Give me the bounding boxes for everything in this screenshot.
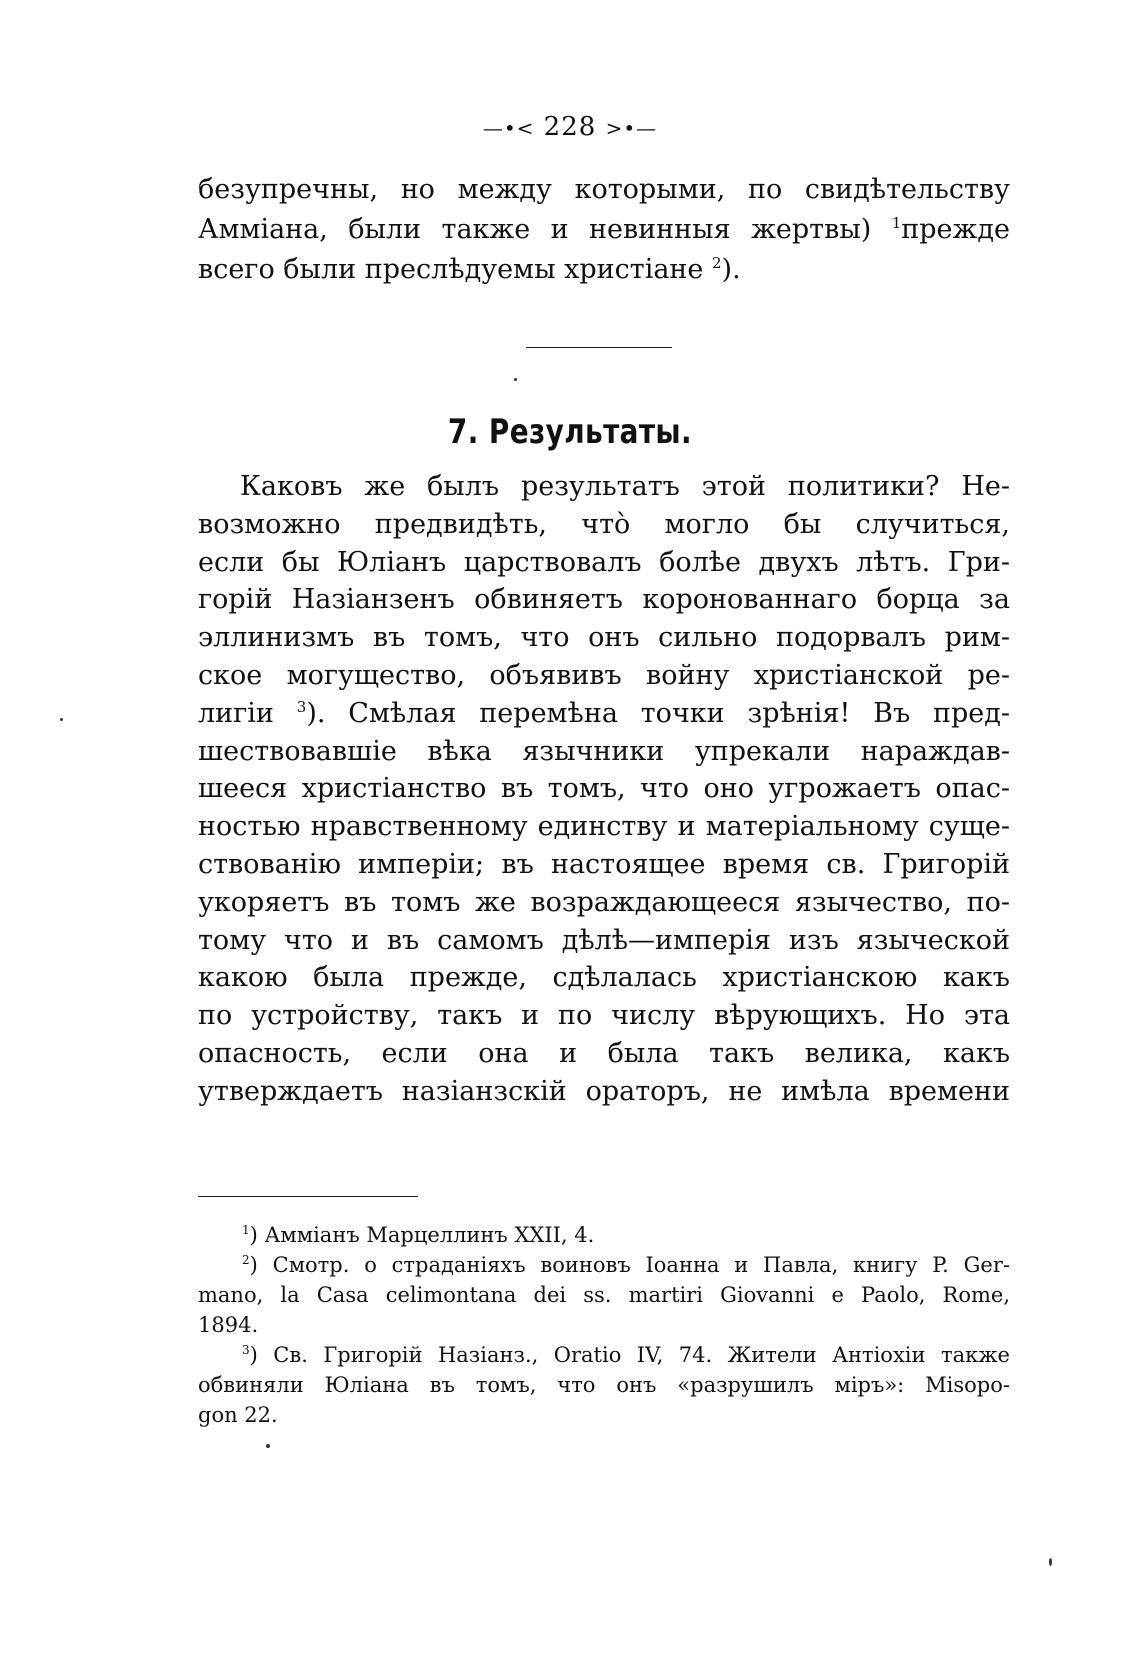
body-line: Каковъ же былъ результатъ этой политики? Не- <box>240 471 1010 502</box>
body-line: ностью нравственному единству и матеріальному суще- <box>198 811 1010 843</box>
page-number-value: 228 <box>543 112 597 142</box>
footnote-text: ) Амміанъ Марцеллинъ XXII, 4. <box>249 1223 595 1247</box>
footnote-ref: 1 <box>891 214 902 232</box>
section-heading: 7. Результаты. <box>447 412 693 452</box>
footnote-ref: 2 <box>712 254 722 272</box>
intro-paragraph <box>198 170 1010 290</box>
footnote-ref: 3 <box>296 697 307 716</box>
scan-speck <box>266 1444 270 1448</box>
footnote-divider <box>198 1196 418 1197</box>
body-line: ское могущество, объявивъ войну христіанской ре- <box>198 659 1010 691</box>
intro-line-text: всего были преслѣдуемы христіане <box>198 254 704 285</box>
footnote-text: ) Св. Григорій Назіанз., Oratio IV, 74. Жители Антіохіи также <box>249 1343 1010 1367</box>
page-number <box>0 112 1140 142</box>
intro-line-tail: прежде <box>901 214 1010 245</box>
body-line-text: лигіи <box>198 697 274 729</box>
intro-line <box>198 250 1010 290</box>
body-line: горій Назіанзенъ обвиняетъ коронованнаго борца за <box>198 584 1010 616</box>
body-line-tail: ). Смѣлая перемѣна точки зрѣнія! Въ пред- <box>306 697 1010 729</box>
intro-line <box>198 210 1010 250</box>
body-line: шествовавшіе вѣка язычники упрекали нараждав- <box>198 735 1010 767</box>
footnote-text: ) Смотр. о страданіяхъ воиновъ Іоанна и Павла, книгу P. Ger- <box>249 1253 1010 1277</box>
body-line: тому что и въ самомъ дѣлѣ—имперія изъ языческой <box>198 924 1010 956</box>
body-line: если бы Юліанъ царствовалъ болѣе двухъ лѣтъ. Гри- <box>198 546 1010 578</box>
footnote <box>198 1220 1010 1250</box>
section-divider <box>526 347 672 348</box>
footnotes <box>198 1220 1010 1430</box>
intro-line-text: Амміана, были также и невинныя жертвы) <box>198 214 872 245</box>
footnote-mark: 3 <box>242 1343 250 1357</box>
footnote-mark: 2 <box>242 1253 250 1267</box>
body-line: утверждаетъ назіанзскій ораторъ, не имѣла времени <box>198 1075 1010 1107</box>
footnote <box>198 1250 1010 1280</box>
footnote-continuation: обвиняли Юліана въ томъ, что онъ «разрушилъ міръ»: Misopo- <box>198 1373 1010 1397</box>
ornament-right: >•— <box>605 116 658 140</box>
scan-speck <box>1049 1558 1052 1566</box>
footnote-continuation: gon 22. <box>198 1403 278 1427</box>
intro-line: безупречны, но между которыми, по свидѣтельству <box>198 174 1010 205</box>
body-line <box>198 695 1010 733</box>
body-line: по устройству, такъ и по числу вѣрующихъ. Но эта <box>198 1000 1010 1032</box>
body-line: эллинизмъ въ томъ, что онъ сильно подорвалъ рим- <box>198 622 1010 654</box>
intro-line-tail: ). <box>721 254 741 285</box>
footnote-mark: 1 <box>242 1223 250 1237</box>
scan-speck <box>60 718 63 721</box>
body-line: какою была прежде, сдѣлалась христіанскою какъ <box>198 962 1010 994</box>
body-line: опасность, если она и была такъ велика, какъ <box>198 1037 1010 1069</box>
footnote-continuation: mano, la Casa celimontana dei ss. martiri Giovanni e Paolo, Rome, <box>198 1283 1010 1307</box>
body-line: возможно предвидѣть, что̀ могло бы случиться, <box>198 508 1010 540</box>
body-line: шееся христіанство въ томъ, что оно угрожаетъ опас- <box>198 773 1010 805</box>
scan-speck <box>514 378 517 381</box>
footnote-continuation: 1894. <box>198 1313 259 1337</box>
footnote <box>198 1340 1010 1370</box>
body-paragraph <box>198 468 1010 1111</box>
ornament-left: —•< <box>482 116 535 140</box>
body-line: укоряетъ въ томъ же возраждающееся язычество, по- <box>198 886 1010 918</box>
body-line: ствованію имперіи; въ настоящее время св. Григорій <box>198 848 1010 880</box>
